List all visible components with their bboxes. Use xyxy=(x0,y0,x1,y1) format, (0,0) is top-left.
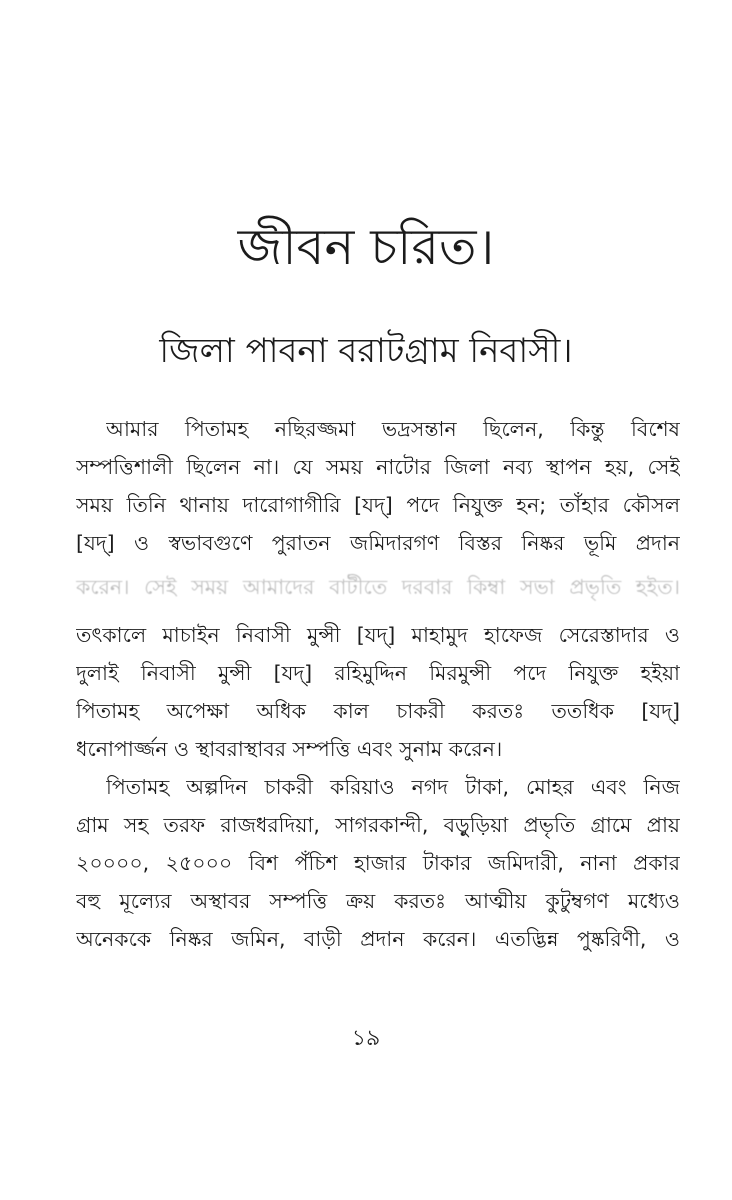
text-line: আমার পিতামহ নছিরজ্জমা ভদ্রসন্তান ছিলেন, কিন্তু বিশেষ xyxy=(106,417,680,441)
text-line: ধনোপার্জ্জন ও স্থাবরাস্থাবর সম্পত্তি এবং সুনাম করেন। xyxy=(76,737,503,761)
text-line: তৎকালে মাচাইন নিবাসী মুন্সী [যদ্] মাহামুদ হাফেজ সেরেস্তাদার ও xyxy=(76,623,680,647)
text-line: [যদ্] ও স্বভাবগুণে পুরাতন জমিদারগণ বিস্তর নিষ্কর ভূমি প্রদান xyxy=(76,531,680,555)
text-line: ২০০০০, ২৫০০০ বিশ পঁচিশ হাজার টাকার জমিদারী, নানা প্রকার xyxy=(76,851,680,875)
text-line: দুলাই নিবাসী মুন্সী [যদ্] রহিমুদ্দিন মিরমুন্সী পদে নিযুক্ত হইয়া xyxy=(76,661,680,685)
text-line: বহু মূল্যের অস্থাবর সম্পত্তি ক্রয় করতঃ আত্মীয় কুটুম্বগণ মধ্যেও xyxy=(76,889,680,913)
text-line: গ্রাম সহ তরফ রাজধরদিয়া, সাগরকান্দী, বড়ুড়িয়া প্রভৃতি গ্রামে প্রায় xyxy=(76,813,680,837)
text-line: অনেককে নিষ্কর জমিন, বাড়ী প্রদান করেন। এতদ্ভিন্ন পুষ্করিণী, ও xyxy=(76,927,680,951)
text-line: পিতামহ অল্পদিন চাকরী করিয়াও নগদ টাকা, মোহর এবং নিজ xyxy=(106,775,680,799)
page-subtitle: জিলা পাবনা বরাটগ্রাম নিবাসী। xyxy=(159,331,573,371)
text-line-faded: করেন। সেই সময় আমাদের বাটীতে দরবার কিম্বা সভা প্রভৃতি হইত। xyxy=(76,575,680,599)
page-title: জীবন চরিত। xyxy=(237,218,495,276)
text-line: পিতামহ অপেক্ষা অধিক কাল চাকরী করতঃ ততধিক [যদ্] xyxy=(76,699,680,723)
page-number: ১৯ xyxy=(351,1026,381,1051)
text-line: সময় তিনি থানায় দারোগাগীরি [যদ্] পদে নিযুক্ত হন; তাঁহার কৌসল xyxy=(76,493,680,517)
text-line: সম্পত্তিশালী ছিলেন না। যে সময় নাটোর জিলা নব্য স্থাপন হয়, সেই xyxy=(76,455,680,479)
